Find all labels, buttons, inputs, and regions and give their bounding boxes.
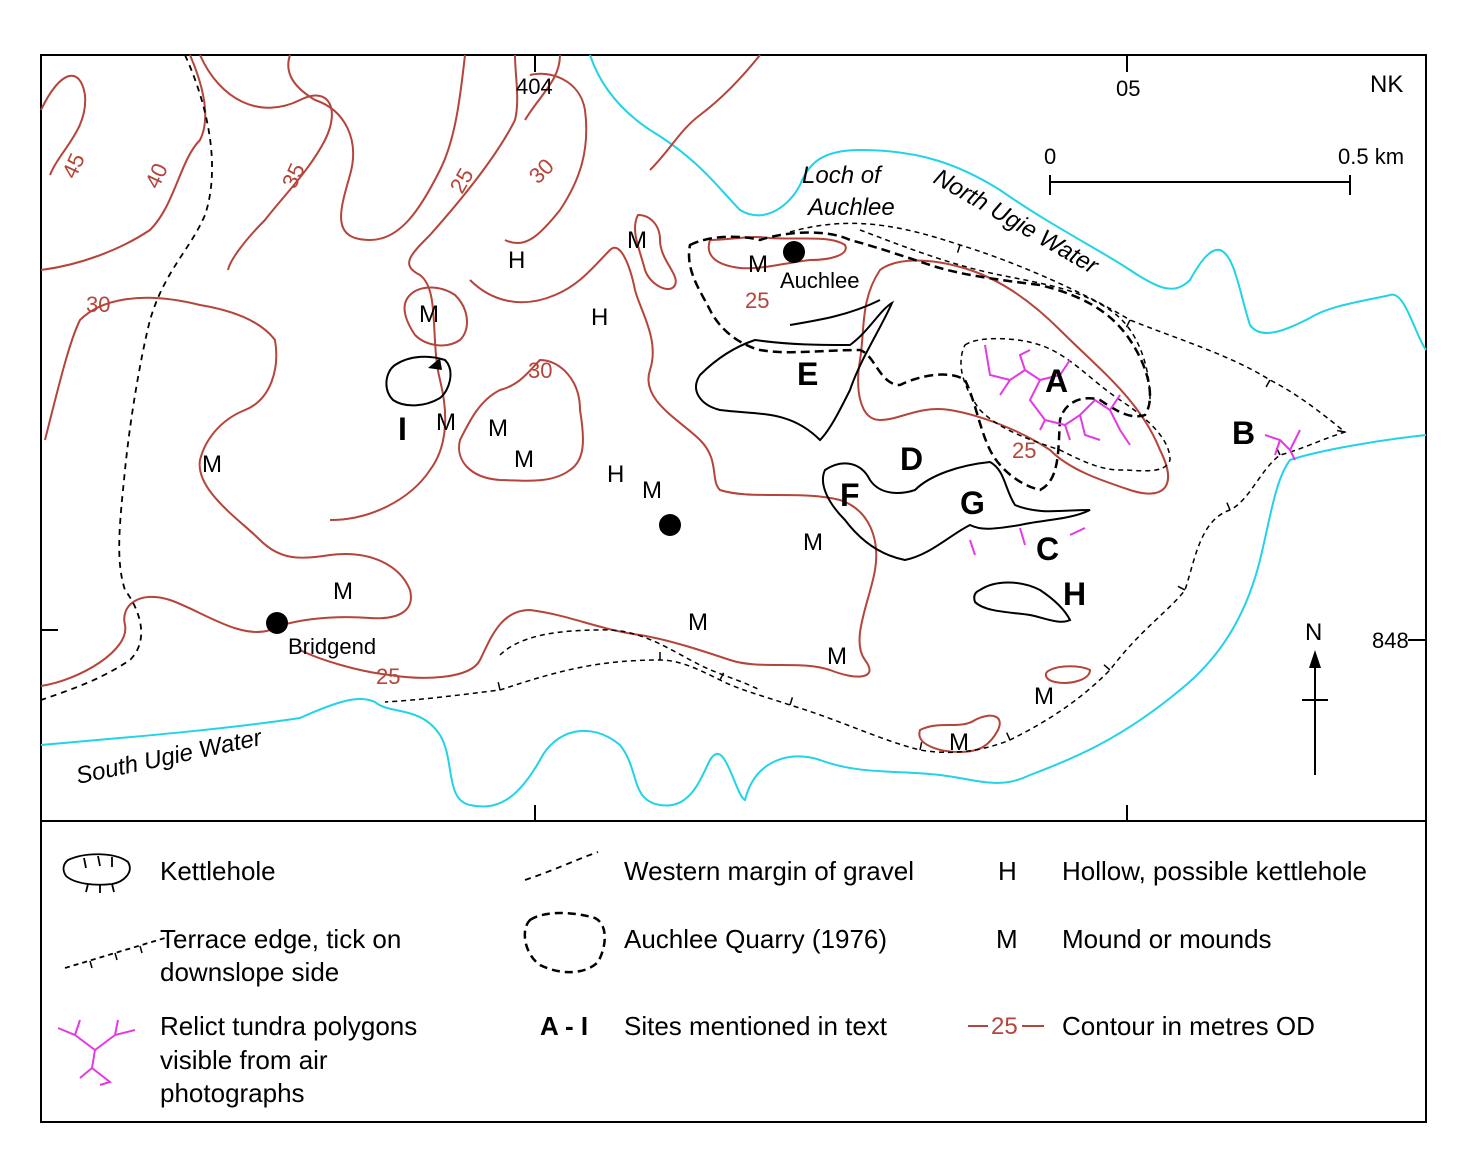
scale-bar <box>1044 144 1404 195</box>
mound-label: M <box>748 251 768 278</box>
south-ugie-water-label: South Ugie Water <box>73 724 265 790</box>
legend-mound-symbol: M <box>996 924 1018 954</box>
mound-label: M <box>202 451 222 478</box>
loch-label-line2: Auchlee <box>808 194 895 221</box>
scale-start-label: 0 <box>1044 144 1057 169</box>
legend-terrace-ticks <box>90 946 142 968</box>
place-label-auchlee: Auchlee <box>780 268 860 293</box>
hollow-label: H <box>607 461 625 488</box>
legend-hollow-text: Hollow, possible kettlehole <box>1062 856 1367 886</box>
site-label-h: H <box>1063 576 1087 612</box>
contour-label: 30 <box>528 358 553 383</box>
legend-hollow-symbol: H <box>998 856 1017 886</box>
site-label-f: F <box>840 477 860 513</box>
auchlee-dot <box>783 241 805 263</box>
kettlehole-h <box>974 583 1070 622</box>
site-label-i: I <box>398 411 407 447</box>
mound-label: M <box>419 301 439 328</box>
legend-western-margin-text: Western margin of gravel <box>624 856 914 886</box>
site-label-g: G <box>960 485 985 521</box>
legend-polygons-text-3: photographs <box>160 1078 305 1108</box>
legend-kettlehole-text: Kettlehole <box>160 856 276 886</box>
north-arrow <box>1302 619 1328 775</box>
mound-label: M <box>688 609 708 636</box>
mound-label: M <box>436 409 456 436</box>
hollow-label: H <box>591 304 609 331</box>
north-arrow-label: N <box>1305 619 1323 646</box>
scale-end-label: 0.5 km <box>1338 144 1405 169</box>
mound-hollow-labels <box>202 227 1054 756</box>
site-label-c: C <box>1036 531 1060 567</box>
bridgend-dot <box>266 612 288 634</box>
easting-label-404: 404 <box>516 74 553 99</box>
legend-terrace-text-2: downslope side <box>160 957 340 987</box>
legend-kettlehole-icon <box>64 854 130 893</box>
site-label-a: A <box>1045 363 1069 399</box>
contour-label: 25 <box>376 664 401 689</box>
mound-label: M <box>333 578 353 605</box>
mound-label: M <box>514 446 534 473</box>
legend-western-margin-icon <box>525 852 598 880</box>
site-label-e: E <box>797 356 819 392</box>
mound-label: M <box>827 643 847 670</box>
legend-quarry-text: Auchlee Quarry (1976) <box>624 924 888 954</box>
easting-label-05: 05 <box>1116 76 1141 101</box>
contour-label: 30 <box>523 153 559 189</box>
mound-label: M <box>627 227 647 254</box>
site-labels <box>398 356 1255 612</box>
site-label-b: B <box>1232 415 1256 451</box>
contour-lines <box>41 55 1168 752</box>
legend-polygons-text-2: visible from air <box>160 1045 328 1075</box>
contour-label: 25 <box>444 163 479 198</box>
place-label-bridgend: Bridgend <box>288 634 377 659</box>
contour-label: 25 <box>1012 438 1037 463</box>
legend-contour-symbol: 25 <box>991 1013 1018 1040</box>
site-label-d: D <box>900 441 924 477</box>
grid-ticks <box>41 55 1426 821</box>
mound-label: M <box>949 729 969 756</box>
kettlehole-i-fill <box>428 358 442 370</box>
legend-terrace-text-1: Terrace edge, tick on <box>160 924 402 954</box>
legend-contour-text: Contour in metres OD <box>1062 1011 1315 1041</box>
legend-quarry-icon <box>525 913 605 972</box>
central-dot <box>659 514 681 536</box>
legend-sites-text: Sites mentioned in text <box>624 1011 888 1041</box>
mound-label: M <box>803 529 823 556</box>
contour-label: 45 <box>56 149 90 183</box>
legend-mound-text: Mound or mounds <box>1062 924 1272 954</box>
loch-label-line1: Loch of <box>802 162 881 189</box>
mound-label: M <box>1034 683 1054 710</box>
map-frame <box>41 55 1426 821</box>
hollow-label: H <box>508 247 526 274</box>
contour-label: 40 <box>139 159 173 193</box>
contour-label: 30 <box>86 292 111 317</box>
contour-label: 35 <box>276 159 310 193</box>
north-ugie-water-label: North Ugie Water <box>929 163 1103 280</box>
legend-polygon-icon <box>58 1020 135 1085</box>
contour-label: 25 <box>745 288 770 313</box>
mound-label: M <box>488 415 508 442</box>
northing-label-848: 848 <box>1372 628 1409 653</box>
place-dots <box>266 241 805 634</box>
grid-square-label: NK <box>1370 71 1404 98</box>
legend <box>58 852 1367 1108</box>
legend-polygons-text-1: Relict tundra polygons <box>160 1011 418 1041</box>
legend-sites-symbol: A - I <box>540 1011 589 1041</box>
mound-label: M <box>642 477 662 504</box>
water-features <box>41 55 1426 807</box>
kettleholes <box>386 300 1090 622</box>
